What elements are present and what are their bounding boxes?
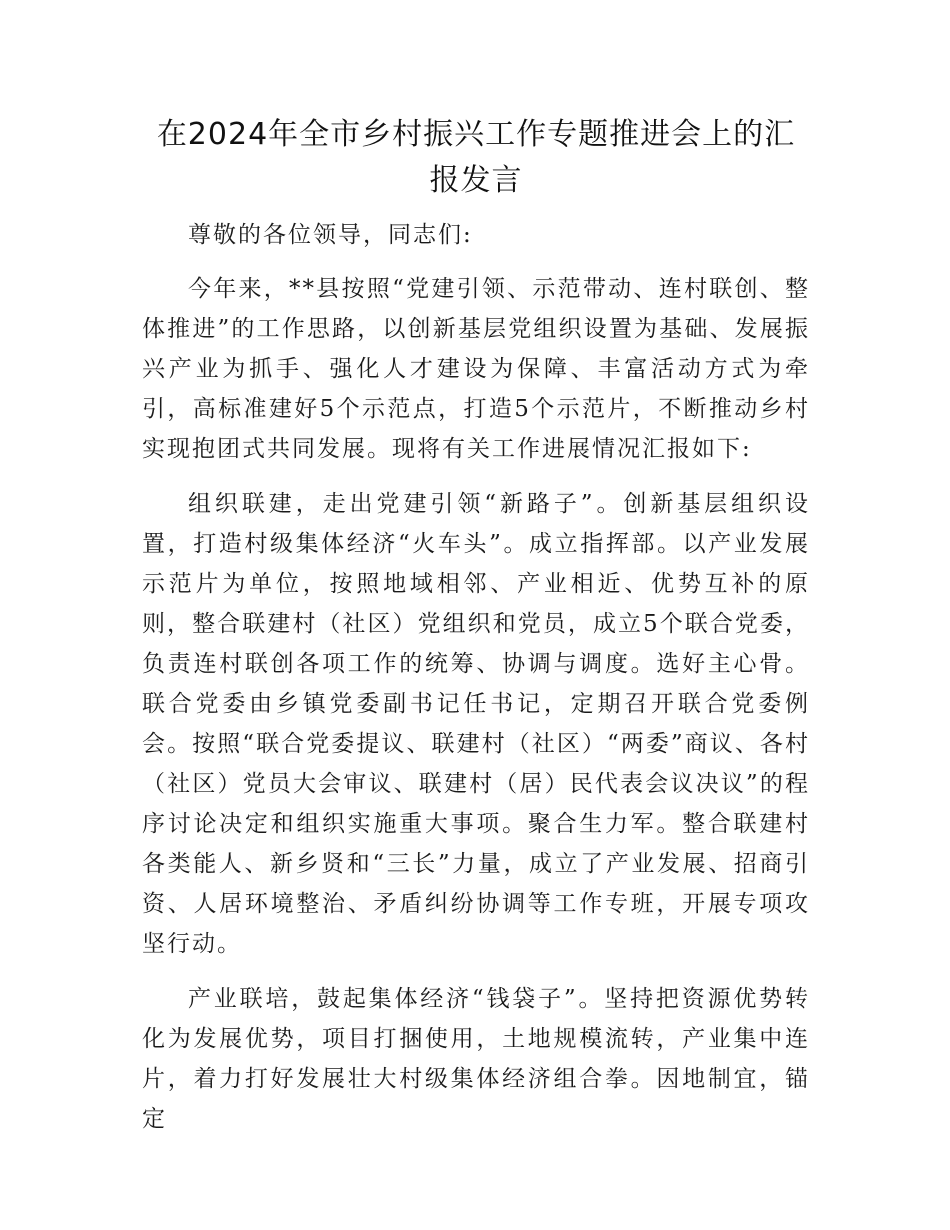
document-title: 在2024年全市乡村振兴工作专题推进会上的汇报发言 [156, 117, 796, 198]
salutation: 尊敬的各位领导，同志们: [188, 222, 473, 248]
paragraph-industry: 产业联培，鼓起集体经济“钱袋子”。坚持把资源优势转化为发展优势，项目打捆使用，土地规模流转，产业集中连片，着力打好发展壮大村级集体经济组合拳。因地制宜，锚定 [142, 986, 810, 1132]
document-body [142, 112, 810, 1139]
paragraph-intro: 今年来，**县按照“党建引领、示范带动、连村联创、整体推进”的工作思路，以创新基层党组织设置为基础、发展振兴产业为抓手、强化人才建设为保障、丰富活动方式为牵引，高标准建好5个示范点，打造5个示范片，不断推动乡村实现抱团式共同发展。现将有关工作进展情况汇报如下: [142, 276, 810, 462]
paragraph-organization: 组织联建，走出党建引领“新路子”。创新基层组织设置，打造村级集体经济“火车头”。成立指挥部。以产业发展示范片为单位，按照地域相邻、产业相近、优势互补的原则，整合联建村（社区）党组织和党员，成立5个联合党委，负责连村联创各项工作的统筹、协调与调度。选好主心骨。联合党委由乡镇党委副书记任书记，定期召开联合党委例会。按照“联合党委提议、联建村（社区）“两委”商议、各村（社区）党员大会审议、联建村（居）民代表会议决议”的程序讨论决定和组织实施重大事项。聚合生力军。整合联建村各类能人、新乡贤和“三长”力量，成立了产业发展、招商引资、人居环境整治、矛盾纠纷协调等工作专班，开展专项攻坚行动。 [142, 491, 810, 957]
